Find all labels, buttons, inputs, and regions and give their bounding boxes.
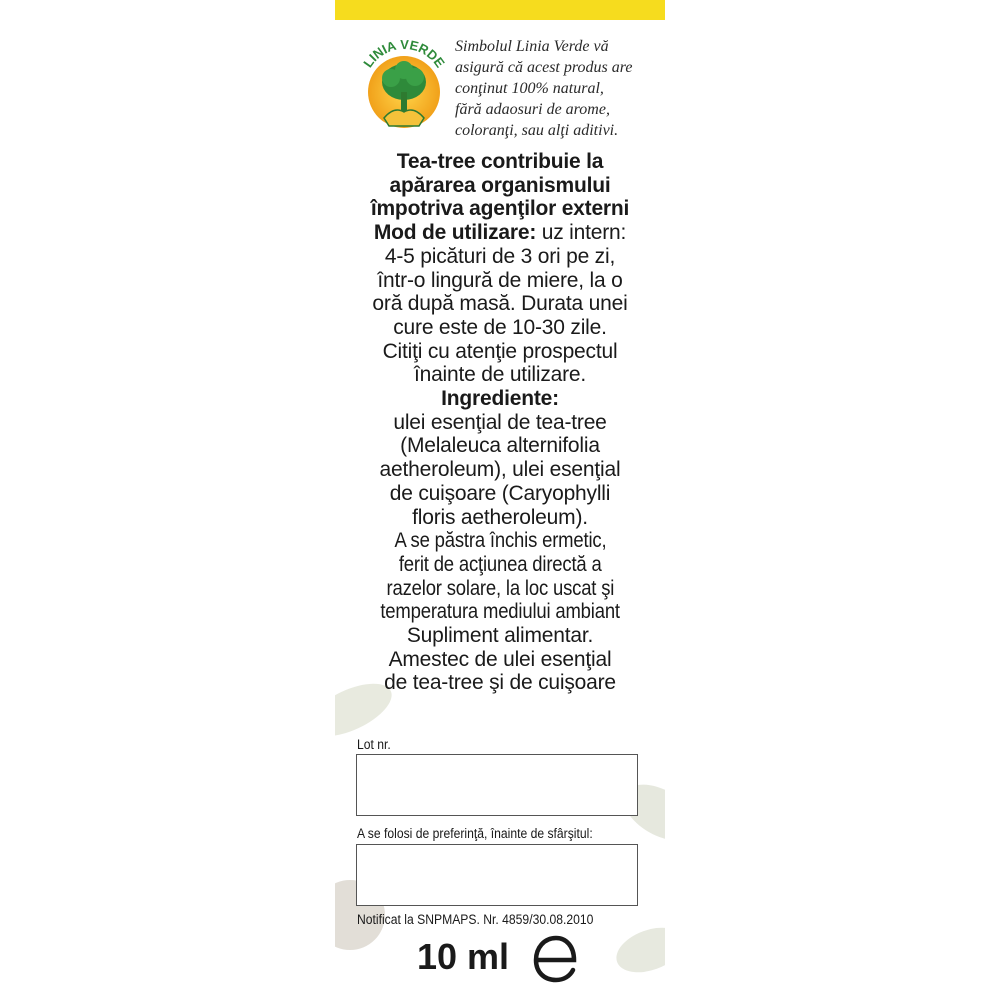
usage-line: oră după masă. Durata unei (372, 292, 628, 316)
caption-line: Simbolul Linia Verde vă (455, 38, 609, 55)
usage-line: într-o lingură de miere, la o (377, 268, 623, 292)
ingredients-line: (Melaleuca alternifolia (400, 434, 600, 458)
caption-line: fără adaosuri de arome, (455, 101, 610, 118)
storage-line: ferit de acţiunea directă a (398, 552, 602, 576)
lot-box (356, 754, 638, 816)
logo-brand-text: LINIA VERDE (360, 36, 448, 71)
usage-heading-line (335, 221, 665, 245)
label-body-text (335, 150, 665, 695)
product-label (335, 0, 665, 1000)
expiry-label: A se folosi de preferinţă, înainte de sfârşitul: (357, 826, 593, 841)
storage-line: temperatura mediului ambiant (380, 600, 620, 624)
caption-line: coloranţi, sau alţi aditivi. (455, 122, 619, 139)
linia-verde-logo (349, 30, 459, 140)
claim-line: împotriva agenţilor externi (370, 197, 630, 221)
logo-caption (455, 36, 665, 141)
estimated-e-mark-icon (528, 932, 582, 986)
product-line: Amestec de ulei esenţial (388, 647, 612, 671)
product-line: de tea-tree şi de cuişoare (384, 671, 616, 695)
ingredients-line: floris aetheroleum). (412, 505, 588, 529)
usage-line: cure este de 10-30 zile. (393, 315, 607, 339)
usage-line: Citiţi cu atenţie prospectul (382, 339, 618, 363)
ingredients-line: ulei esenţial de tea-tree (393, 410, 607, 434)
usage-first: uz intern: (536, 221, 627, 245)
notification-text: Notificat la SNPMAPS. Nr. 4859/30.08.2010 (357, 912, 594, 927)
ingredients-line: aetheroleum), ulei esenţial (379, 458, 621, 482)
volume-text: 10 ml (417, 936, 510, 977)
background-leaf (610, 919, 665, 981)
caption-line: conţinut 100% natural, (455, 80, 604, 97)
claim-line: Tea-tree contribuie la (396, 150, 604, 173)
usage-heading: Mod de utilizare: (373, 221, 537, 245)
usage-line: 4-5 picături de 3 ori pe zi, (384, 244, 616, 268)
product-line: Supliment alimentar. (406, 624, 594, 648)
caption-line: asigură că acest produs are (455, 59, 633, 76)
usage-line: înainte de utilizare. (413, 363, 587, 387)
expiry-box (356, 844, 638, 906)
lot-label: Lot nr. (357, 737, 391, 752)
top-color-bar (335, 0, 665, 20)
storage-line: razelor solare, la loc uscat şi (386, 576, 614, 600)
ingredients-line: de cuişoare (Caryophylli (389, 481, 611, 505)
storage-line: A se păstra închis ermetic, (394, 529, 606, 553)
ingredients-heading: Ingrediente: (441, 387, 559, 411)
claim-line: apărarea organismului (389, 173, 611, 197)
